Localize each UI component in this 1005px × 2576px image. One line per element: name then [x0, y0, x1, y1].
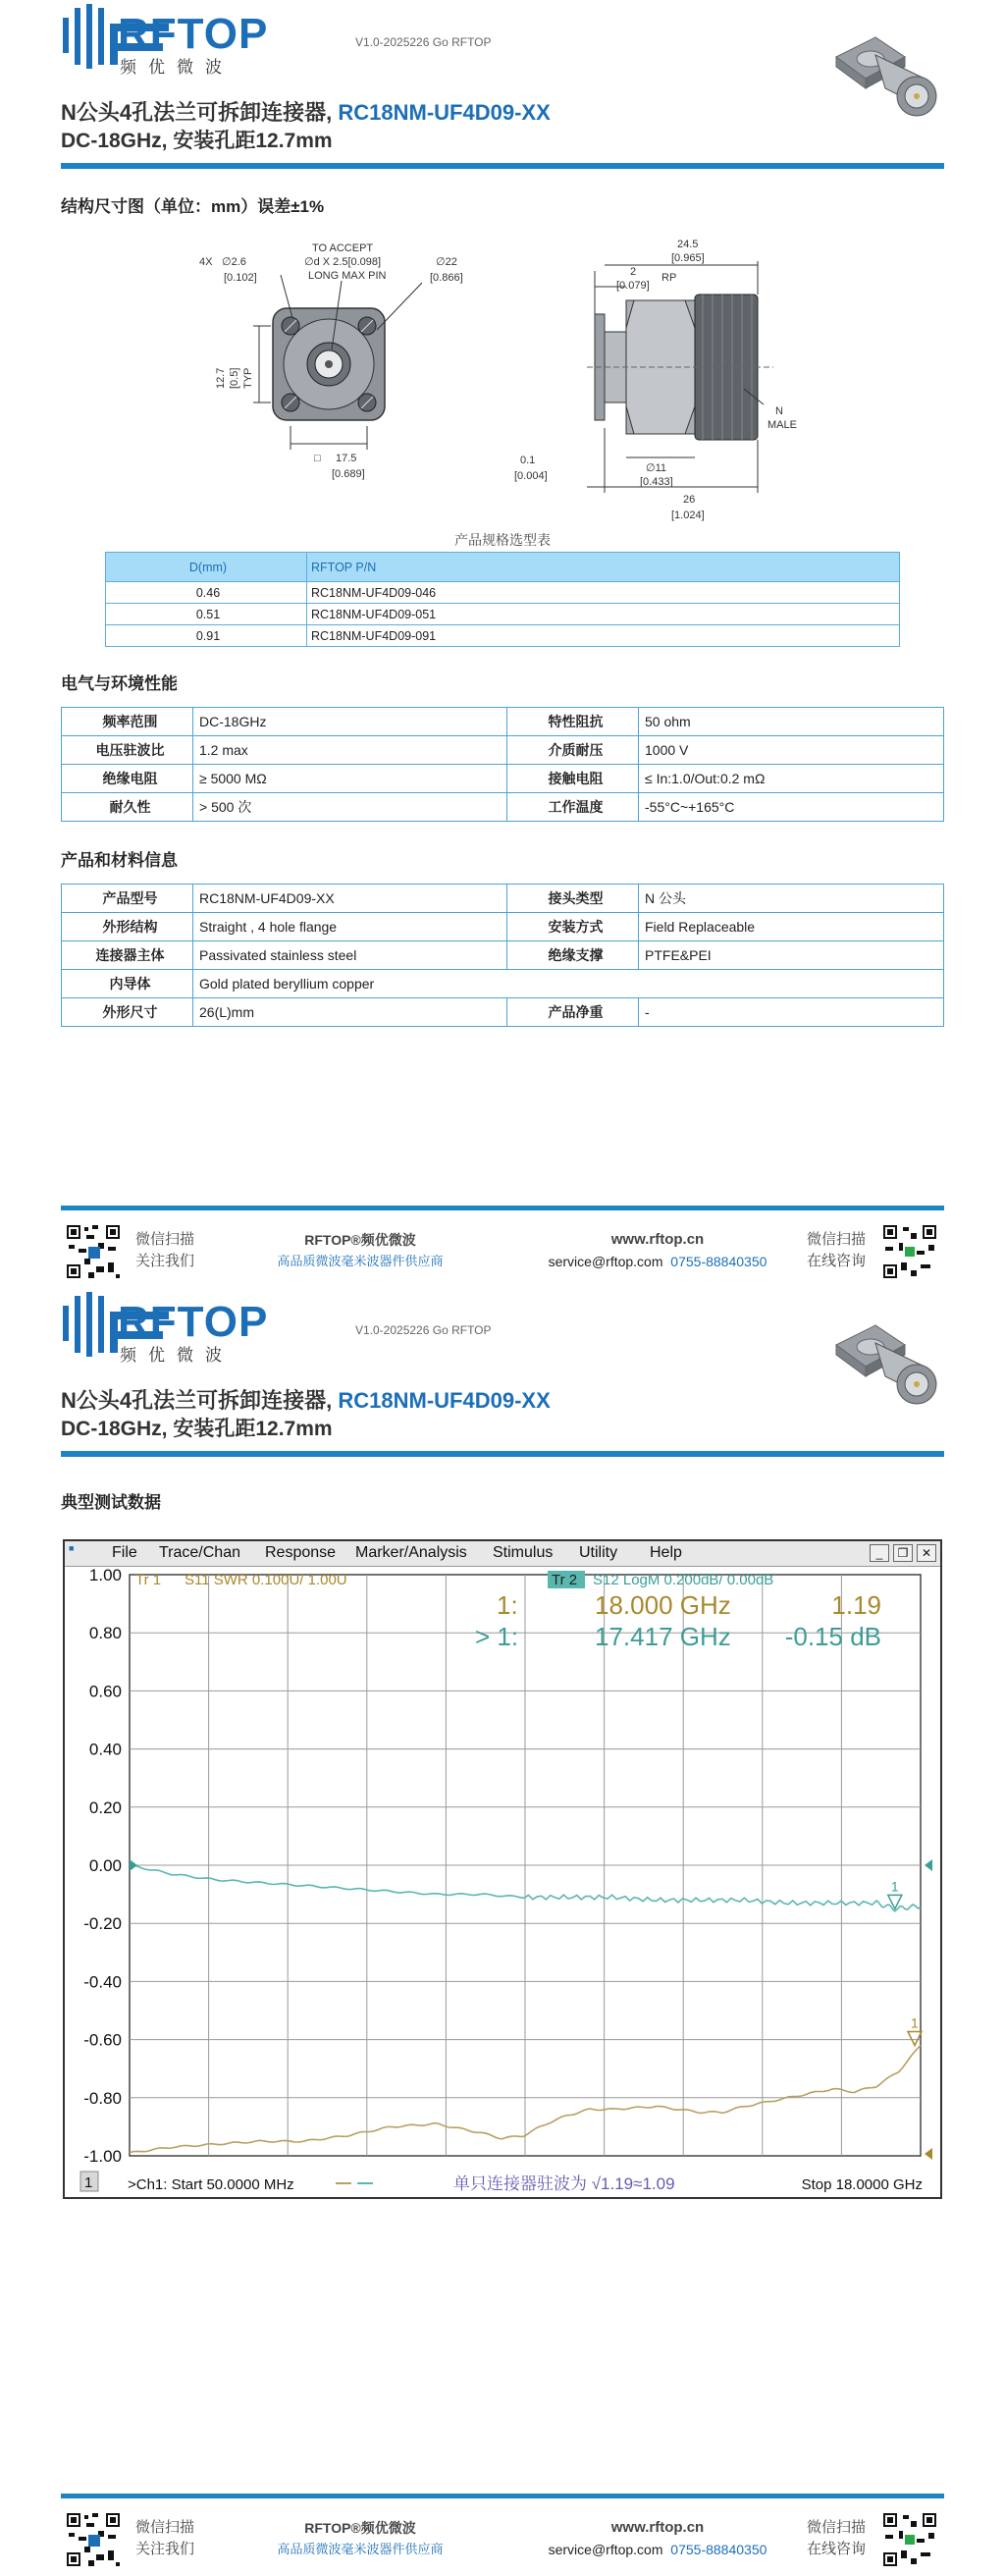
- connector-photo-icon: [826, 18, 944, 126]
- dim-body-dia-in: [0.433]: [640, 476, 673, 488]
- footer-email-link[interactable]: service@rftop.com: [548, 2542, 663, 2557]
- dim-hole-dia: ∅2.6: [222, 256, 246, 268]
- consult-qr-icon: [881, 2511, 938, 2568]
- marker1-freq: 18.000 GHz: [595, 1590, 731, 1620]
- marker2-freq: 17.417 GHz: [595, 1622, 731, 1651]
- dim-thin: 0.1: [520, 455, 536, 466]
- marker1-value: 1.19: [831, 1590, 881, 1620]
- table-row: 内导体 Gold plated beryllium copper: [62, 970, 944, 998]
- y-tick-label: 0.80: [88, 1624, 122, 1643]
- footer-website-link[interactable]: www.rftop.cn: [610, 1231, 705, 1248]
- channel-number: 1: [84, 2174, 93, 2191]
- marker2-label: > 1:: [475, 1622, 519, 1651]
- wechat-qr-icon: [65, 2511, 122, 2568]
- selection-header-pn: RFTOP P/N: [307, 553, 900, 582]
- dim-flange-dia-in: [0.866]: [430, 272, 463, 284]
- footer-phone: 0755-88840350: [670, 1254, 767, 1269]
- material-table: [61, 884, 944, 1027]
- table-row: 耐久性 > 500 次 工作温度 -55°C~+165°C: [62, 793, 944, 822]
- footer-rule: [61, 1206, 944, 1210]
- menu-utility[interactable]: Utility: [579, 1544, 618, 1561]
- footer-contact: [520, 1229, 795, 1272]
- dim-flange-dia: ∅22: [436, 256, 457, 268]
- version-text: V1.0-2025226 Go RFTOP: [355, 1323, 492, 1337]
- y-tick-label: -0.20: [83, 1914, 122, 1934]
- dim-rp-len: 2: [630, 266, 637, 278]
- dim-body-dia: ∅11: [646, 462, 667, 474]
- logo-cn-text: 频优微波: [120, 58, 234, 77]
- tr1-label: Tr 1: [135, 1572, 162, 1588]
- footer-phone: 0755-88840350: [670, 2542, 767, 2557]
- header-rule: [61, 1451, 944, 1457]
- test-section-title: 典型测试数据: [61, 1493, 161, 1512]
- vna-window: [63, 1539, 942, 2199]
- version-text: V1.0-2025226 Go RFTOP: [355, 35, 492, 49]
- dim-total: 26: [683, 494, 696, 506]
- footer-scan-consult: 微信扫描 在线咨询: [807, 2519, 867, 2557]
- selection-caption: 产品规格选型表: [454, 532, 551, 548]
- product-subtitle: DC-18GHz, 安装孔距12.7mm: [61, 130, 333, 152]
- start-freq: >Ch1: Start 50.0000 MHz: [128, 2176, 294, 2193]
- electrical-table: [61, 707, 944, 822]
- y-tick-label: -0.60: [83, 2030, 122, 2050]
- swr-note: 单只连接器驻波为 √1.19≈1.09: [453, 2174, 675, 2193]
- y-tick-label: -1.00: [83, 2147, 122, 2166]
- close-icon[interactable]: ✕: [917, 1544, 936, 1562]
- pna-app-icon[interactable]: ■: [69, 1543, 75, 1553]
- y-tick-label: 0.60: [88, 1682, 122, 1701]
- table-row: 绝缘电阻 ≥ 5000 MΩ 接触电阻 ≤ In:1.0/Out:0.2 mΩ: [62, 765, 944, 793]
- footer-email-link[interactable]: service@rftop.com: [548, 1254, 663, 1269]
- dimension-drawing: [194, 232, 842, 526]
- dim-square: □: [314, 453, 321, 464]
- y-tick-label: 1.00: [88, 1567, 122, 1584]
- footer-brand: RFTOP®频优微波 高品质微波毫米波器件供应商: [277, 2520, 444, 2556]
- table-row: 0.51 RC18NM-UF4D09-051: [106, 604, 900, 625]
- selection-header-row: [106, 553, 900, 582]
- consult-qr-icon: [881, 1223, 938, 1280]
- tr2-label: Tr 2: [552, 1572, 578, 1588]
- header-rule: [61, 163, 944, 169]
- footer-brand: RFTOP®频优微波 高品质微波毫米波器件供应商: [277, 1232, 444, 1268]
- dim-accept-2: ∅d X 2.5[0.098]: [304, 256, 382, 268]
- electrical-title: 电气与环境性能: [61, 674, 178, 693]
- wechat-qr-icon: [65, 1223, 122, 1280]
- table-row: 电压驻波比 1.2 max 介质耐压 1000 V: [62, 736, 944, 765]
- menu-marker-analysis[interactable]: Marker/Analysis: [355, 1544, 467, 1561]
- dim-spacing-in: [0.5]: [229, 367, 240, 389]
- dim-total-in: [1.024]: [671, 510, 705, 521]
- dim-accept-3: LONG MAX PIN: [308, 270, 387, 282]
- marker2-value: -0.15 dB: [784, 1622, 881, 1651]
- connector-photo-icon: [826, 1306, 944, 1414]
- dim-n: N: [775, 405, 783, 417]
- table-row: 外形结构 Straight , 4 hole flange 安装方式 Field Replaceable: [62, 913, 944, 941]
- drawing-section-title: 结构尺寸图（单位：mm）误差±1%: [61, 197, 325, 216]
- footer-contact: [520, 2517, 795, 2560]
- menu-response[interactable]: Response: [265, 1544, 337, 1561]
- y-tick-label: -0.80: [83, 2088, 122, 2108]
- tr2-desc: S12 LogM 0.200dB/ 0.00dB: [593, 1572, 774, 1588]
- dim-len-in: [0.965]: [671, 252, 705, 264]
- minimize-icon[interactable]: _: [870, 1544, 889, 1562]
- front-view: [199, 242, 463, 480]
- footer-scan-follow: 微信扫描 关注我们: [135, 2519, 195, 2557]
- vna-chart: [65, 1567, 940, 2197]
- product-subtitle: DC-18GHz, 安装孔距12.7mm: [61, 1418, 333, 1440]
- product-title: N公头4孔法兰可拆卸连接器, RC18NM-UF4D09-XX: [61, 1388, 551, 1413]
- table-row: 0.46 RC18NM-UF4D09-046: [106, 582, 900, 604]
- menu-help[interactable]: Help: [650, 1544, 682, 1561]
- y-tick-label: 0.00: [88, 1856, 122, 1875]
- stop-freq: Stop 18.0000 GHz: [801, 2176, 923, 2193]
- dim-thin-in: [0.004]: [514, 470, 548, 482]
- logo-text: RFTOP: [118, 1298, 269, 1346]
- footer-scan-follow: 微信扫描 关注我们: [135, 1231, 195, 1269]
- dim-holes: 4X: [199, 256, 213, 268]
- footer-scan-consult: 微信扫描 在线咨询: [807, 1231, 867, 1269]
- dim-len: 24.5: [677, 239, 699, 250]
- table-row: 0.91 RC18NM-UF4D09-091: [106, 625, 900, 647]
- vna-menubar: [65, 1541, 940, 1567]
- dim-accept-1: TO ACCEPT: [312, 242, 374, 254]
- product-title: N公头4孔法兰可拆卸连接器, RC18NM-UF4D09-XX: [61, 100, 551, 125]
- dim-male: MALE: [767, 419, 797, 431]
- y-tick-label: 0.40: [88, 1740, 122, 1759]
- dim-spacing: 12.7: [215, 367, 227, 389]
- dim-width-in: [0.689]: [332, 468, 365, 480]
- marker-s12-number: 1: [890, 1878, 899, 1895]
- table-row: 产品型号 RC18NM-UF4D09-XX 接头类型 N 公头: [62, 885, 944, 913]
- footer-website-link[interactable]: www.rftop.cn: [610, 2519, 705, 2536]
- logo-text: RFTOP: [118, 10, 269, 58]
- table-row: 连接器主体 Passivated stainless steel 绝缘支撑 PTFE&PEI: [62, 941, 944, 970]
- logo-cn-text: 频优微波: [120, 1346, 234, 1365]
- table-row: 频率范围 DC-18GHz 特性阻抗 50 ohm: [62, 708, 944, 736]
- selection-header-d: D(mm): [106, 553, 307, 582]
- footer-rule: [61, 2494, 944, 2498]
- dim-width: 17.5: [336, 453, 357, 464]
- marker1-label: 1:: [497, 1590, 518, 1620]
- table-row: 外形尺寸 26(L)mm 产品净重 -: [62, 998, 944, 1027]
- product-pn: RC18NM-UF4D09-XX: [338, 1388, 551, 1413]
- dim-rp-len-in: [0.079]: [616, 280, 650, 292]
- menu-trace-chan[interactable]: Trace/Chan: [159, 1544, 240, 1561]
- menu-stimulus[interactable]: Stimulus: [493, 1544, 554, 1561]
- product-pn: RC18NM-UF4D09-XX: [338, 100, 551, 125]
- restore-icon[interactable]: ❐: [893, 1544, 913, 1562]
- dim-rp: RP: [661, 272, 677, 284]
- dim-typ: TYP: [242, 367, 254, 389]
- tr1-desc: S11 SWR 0.100U/ 1.00U: [185, 1572, 347, 1588]
- side-view: [514, 239, 797, 521]
- y-tick-label: -0.40: [83, 1972, 122, 1992]
- y-tick-label: 0.20: [88, 1798, 122, 1817]
- dim-hole-dia-in: [0.102]: [224, 272, 257, 284]
- menu-file[interactable]: File: [112, 1544, 137, 1561]
- selection-table: [105, 552, 900, 647]
- marker-s11-number: 1: [911, 2014, 919, 2031]
- material-title: 产品和材料信息: [61, 851, 178, 870]
